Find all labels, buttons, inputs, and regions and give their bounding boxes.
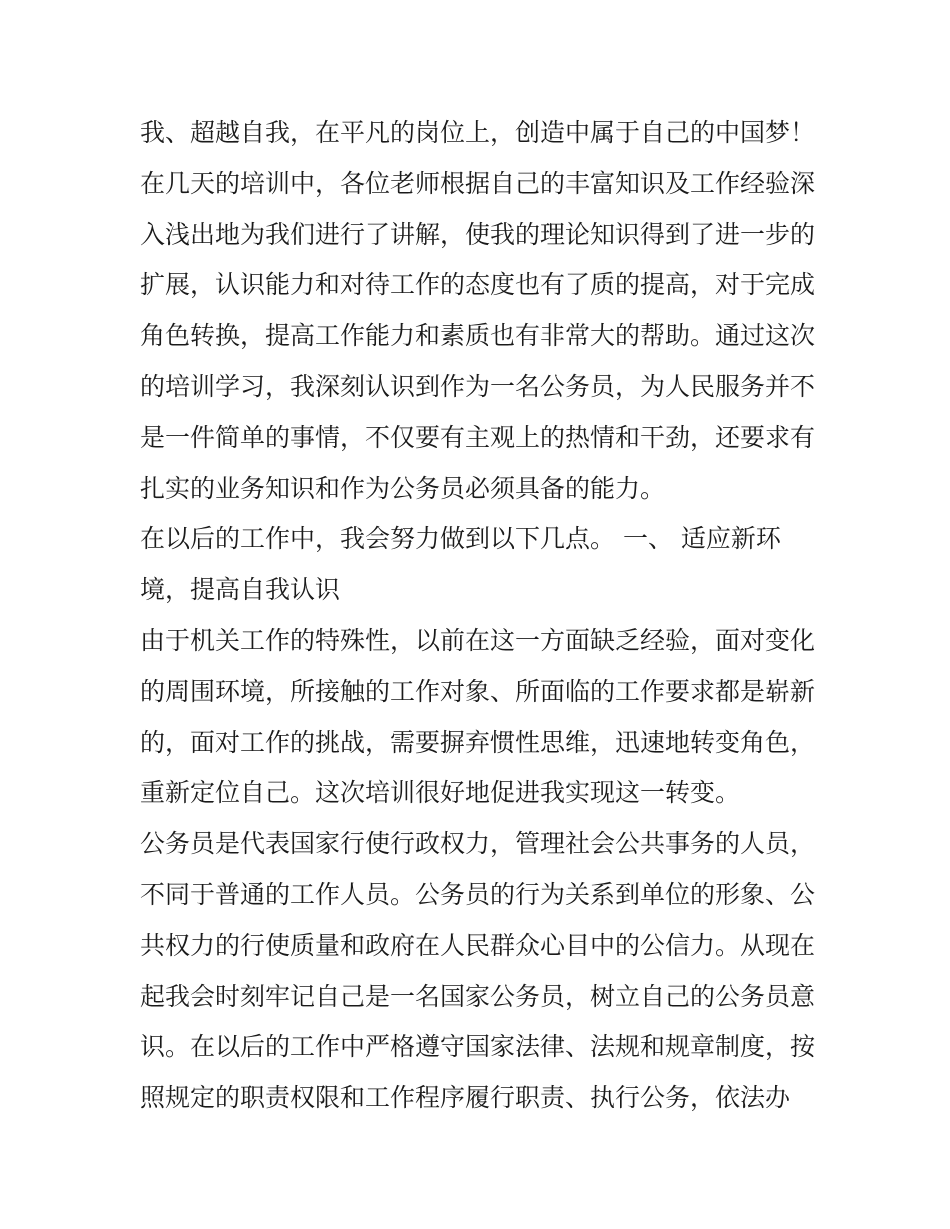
text-line: 的培训学习，我深刻认识到作为一名公务员，为人民服务并不: [140, 371, 816, 401]
text-line: 不同于普通的工作人员。公务员的行为关系到单位的形象、公: [140, 879, 816, 909]
text-line: 照规定的职责权限和工作程序履行职责、执行公务，依法办: [140, 1083, 791, 1113]
text-line: 角色转换，提高工作能力和素质也有非常大的帮助。通过这次: [140, 321, 816, 351]
text-line: 起我会时刻牢记自己是一名国家公务员，树立自己的公务员意: [140, 981, 816, 1011]
text-line: 识。在以后的工作中严格遵守国家法律、法规和规章制度，按: [140, 1032, 816, 1062]
text-line: 扩展，认识能力和对待工作的态度也有了质的提高，对于完成: [140, 270, 816, 300]
text-line: 境，提高自我认识: [140, 575, 341, 605]
text-line: 的，面对工作的挑战，需要摒弃惯性思维，迅速地转变角色，: [140, 727, 816, 757]
text-line: 在以后的工作中，我会努力做到以下几点。 一、 适应新环: [140, 524, 781, 554]
text-line: 扎实的业务知识和作为公务员必须具备的能力。: [140, 473, 666, 503]
text-line: 入浅出地为我们进行了讲解，使我的理论知识得到了进一步的: [140, 219, 816, 249]
text-line: 的周围环境，所接触的工作对象、所面临的工作要求都是崭新: [140, 676, 816, 706]
text-line: 是一件简单的事情，不仅要有主观上的热情和干劲，还要求有: [140, 422, 816, 452]
text-line: 在几天的培训中，各位老师根据自己的丰富知识及工作经验深: [140, 168, 816, 198]
text-line: 共权力的行使质量和政府在人民群众心目中的公信力。从现在: [140, 930, 816, 960]
text-line: 我、超越自我，在平凡的岗位上，创造中属于自己的中国梦！: [140, 118, 816, 147]
text-line: 由于机关工作的特殊性，以前在这一方面缺乏经验，面对变化: [140, 625, 816, 655]
text-line: 公务员是代表国家行使行政权力，管理社会公共事务的人员，: [140, 829, 816, 859]
text-line: 重新定位自己。这次培训很好地促进我实现这一转变。: [140, 778, 741, 808]
body-text: [140, 108, 830, 1124]
